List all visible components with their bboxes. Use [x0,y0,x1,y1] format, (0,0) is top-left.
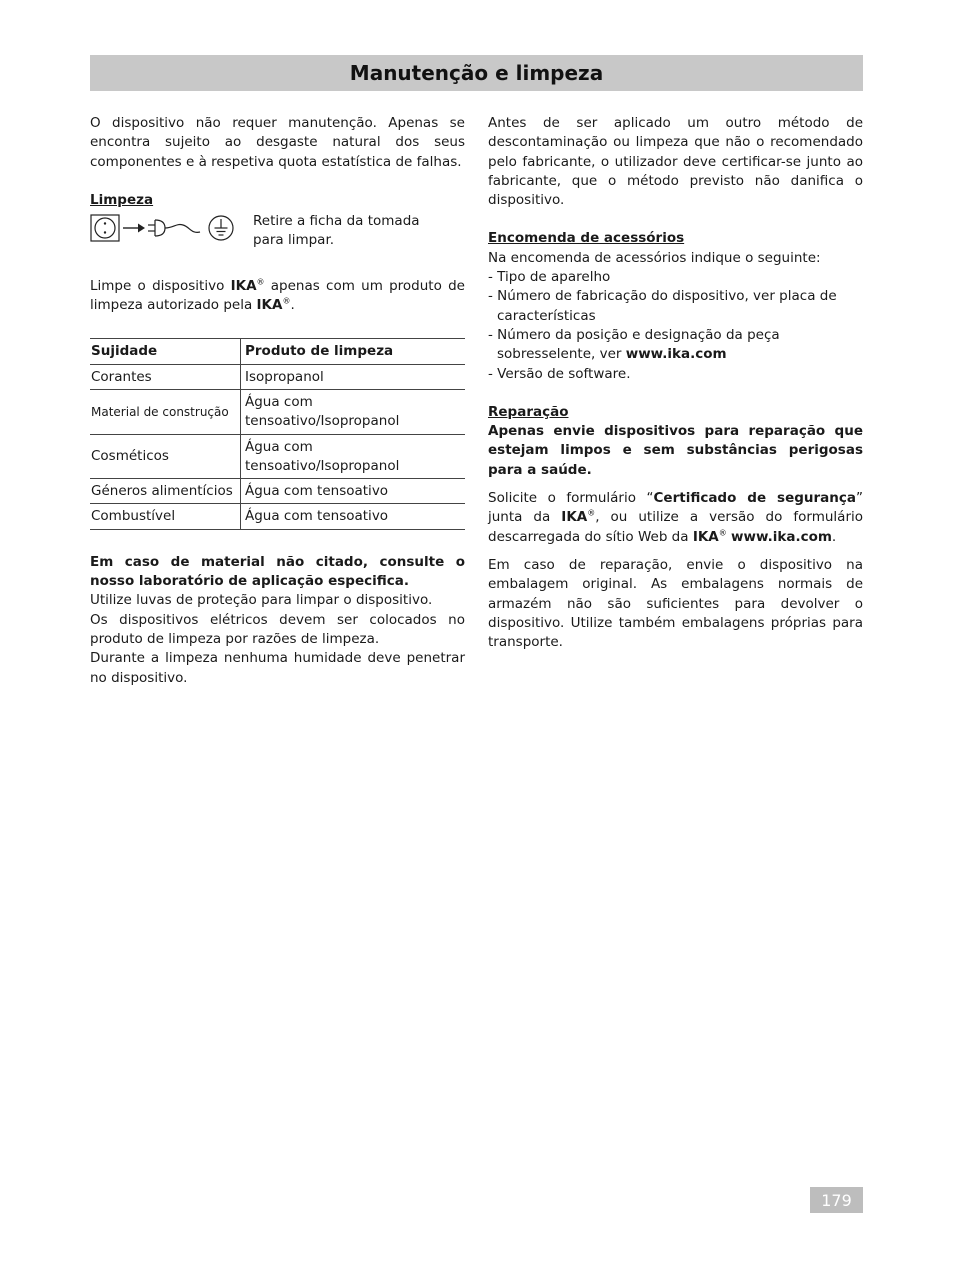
moisture-note: Durante a limpeza nenhuma humidade deve penetrar no dispositivo. [90,650,465,686]
intro-paragraph: O dispositivo não requer manutenção. Apenas se encontra sujeito ao desgaste natural dos seus componentes e à respetiva quota estatística de falhas. [90,115,465,170]
table-cell-dirt: Cosméticos [90,434,241,479]
table-row [90,389,465,434]
table-cell-product: Isopropanol [241,364,466,389]
list-item: - Número de fabricação do dispositivo, ver placa de características [488,288,837,324]
website-link[interactable]: www.ika.com [731,528,832,545]
socket-icon [91,215,119,241]
list-item: - Versão de software. [488,365,631,382]
unplug-instruction [90,212,465,251]
table-row [90,479,465,504]
table-cell-dirt: Géneros alimentícios [90,479,241,504]
unplug-note: Retire a ficha da tomada para limpar. [253,213,420,249]
accessories-list [488,268,863,384]
website-link[interactable]: www.ika.com [625,346,727,363]
cleaning-heading: Limpeza [90,191,154,208]
right-column [488,114,863,652]
table-row [90,504,465,529]
repair-warning: Apenas envie dispositivos para reparação que estejam limpos e sem substâncias perigosas para a saúde. [488,423,863,478]
left-column [90,114,465,688]
electric-note: Os dispositivos elétricos devem ser colocados no produto de limpeza por razões de limpeza. [90,611,465,647]
arrow-icon [123,224,145,233]
ground-symbol-icon [209,216,233,240]
accessories-heading: Encomenda de acessórios [488,230,685,247]
list-item: - Tipo de aparelho [488,269,611,286]
cleaning-agent-paragraph: Limpe o dispositivo IKA® apenas com um produto de limpeza autorizado pela IKA®. [90,277,465,314]
table-header-product: Produto de limpeza [241,339,466,364]
table-header-row [90,339,465,364]
page-number: 179 [810,1187,863,1213]
table-row [90,434,465,479]
table-cell-product: Água com tensoativo [241,479,466,504]
table-cell-dirt: Corantes [90,364,241,389]
table-row [90,364,465,389]
unplug-icons [90,212,253,246]
page-title: Manutenção e limpeza [349,61,604,85]
table-header-dirt: Sujidade [90,339,241,364]
decontamination-paragraph: Antes de ser aplicado um outro método de descontaminação ou limpeza que não o recomendado pelo fabricante, o utilizador deve certificar-se junto ao fabricante, que o método previsto não danifica o dispositivo. [488,115,863,209]
table-cell-product: Água com tensoativo/Isopropanol [241,434,466,479]
unlisted-material-note: Em caso de material não citado, consulte o nosso laboratório de aplicação especifica. [90,553,465,590]
plug-icon [148,220,200,236]
table-cell-dirt: Material de construção [90,389,241,434]
safety-form-paragraph: Solicite o formulário “Certificado de segurança” junta da IKA®, ou utilize a versão do formulário descarregada do sítio Web da IKA® www.ika.com. [488,490,863,545]
repair-heading: Reparação [488,403,569,420]
section-title-bar [90,55,863,91]
accessories-intro: Na encomenda de acessórios indique o seguinte: [488,249,821,266]
cleaning-table [90,338,465,529]
gloves-note: Utilize luvas de proteção para limpar o dispositivo. [90,592,433,609]
table-cell-dirt: Combustível [90,504,241,529]
list-item: - Número da posição e designação da peça sobresselente, ver www.ika.com [488,326,780,363]
table-cell-product: Água com tensoativo [241,504,466,529]
packaging-paragraph: Em caso de reparação, envie o dispositivo na embalagem original. As embalagens normais de armazém não são suficientes para devolver o dispositivo. Utilize também embalagens próprias para transporte. [488,556,863,651]
table-cell-product: Água com tensoativo/Isopropanol [241,389,466,434]
